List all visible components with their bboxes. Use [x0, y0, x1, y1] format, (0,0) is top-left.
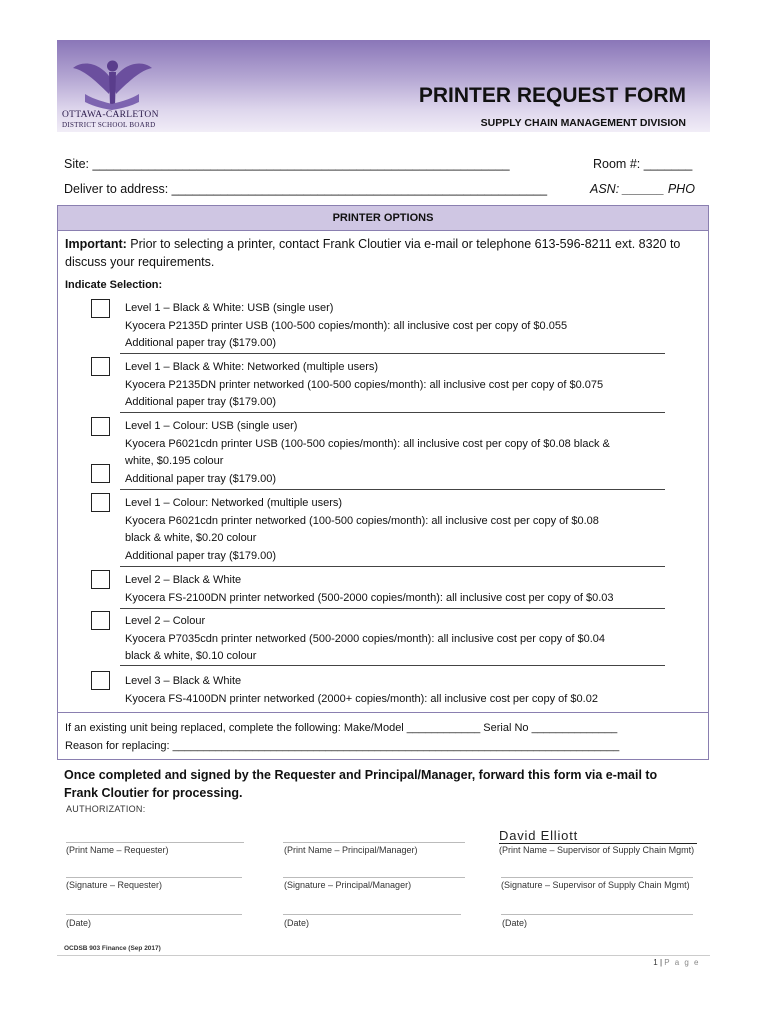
date-requester-line[interactable]: [66, 914, 242, 915]
option-divider: [120, 412, 665, 413]
option-level2-colour: [125, 613, 665, 666]
replacement-divider: [58, 712, 708, 713]
option-line: Kyocera P6021cdn printer networked (100-500 copies/month): all inclusive cost per copy of $0.08: [125, 514, 599, 527]
option-divider: [120, 489, 665, 490]
option-level2-bw: [125, 572, 665, 607]
option-divider: [120, 353, 665, 354]
footer-divider: [57, 955, 710, 956]
site-field[interactable]: Site: ____________________________________________________________: [64, 157, 510, 171]
print-name-requester-line[interactable]: [66, 842, 244, 843]
option-line: Kyocera FS-4100DN printer networked (2000+ copies/month): all inclusive cost per copy of $0.02: [125, 692, 598, 705]
option-level1-colour-usb-checkbox[interactable]: [91, 417, 110, 436]
org-name: [62, 110, 159, 130]
option-line: Level 1 – Colour: USB (single user): [125, 420, 298, 432]
print-name-supervisor-label: (Print Name – Supervisor of Supply Chain Mgmt): [499, 845, 695, 855]
asn-field[interactable]: ASN: ______ PHO: [590, 182, 695, 196]
page-number: [653, 958, 700, 967]
org-name-line1: OTTAWA-CARLETON: [62, 110, 159, 120]
important-text: Prior to selecting a printer, contact Frank Cloutier via e-mail or telephone 613-596-8211 ext. 8320 to discuss your requirements.: [65, 237, 681, 269]
print-name-requester-label: (Print Name – Requester): [66, 845, 169, 855]
option-level1-bw-usb: [125, 300, 665, 353]
supervisor-print-name[interactable]: David Elliott: [499, 829, 697, 844]
replacement-make-serial-field[interactable]: If an existing unit being replaced, complete the following: Make/Model ____________ Serial No ______________: [65, 722, 618, 734]
date-supervisor-line[interactable]: [501, 914, 693, 915]
option-line: Level 1 – Black & White: Networked (multiple users): [125, 361, 379, 373]
page-number-value: 1: [653, 958, 658, 967]
option-line: Level 2 – Black & White: [125, 574, 242, 586]
option-level1-colour-usb: [125, 418, 665, 488]
option-line: white, $0.195 colour: [125, 455, 224, 467]
option-divider: [120, 665, 665, 666]
option-line: black & white, $0.10 colour: [125, 650, 257, 662]
option-level2-bw-checkbox[interactable]: [91, 570, 110, 589]
print-name-principal-label: (Print Name – Principal/Manager): [284, 845, 418, 855]
org-name-line2: DISTRICT SCHOOL BOARD: [62, 121, 156, 129]
option-line: Kyocera FS-2100DN printer networked (500-2000 copies/month): all inclusive cost per copy of $0.03: [125, 591, 614, 604]
option-line: Kyocera P2135DN printer networked (100-500 copies/month): all inclusive cost per copy of $0.075: [125, 378, 604, 391]
important-notice: [65, 235, 695, 271]
form-title: PRINTER REQUEST FORM: [418, 84, 686, 107]
indicate-selection-label: Indicate Selection:: [65, 279, 163, 291]
print-name-principal-line[interactable]: [283, 842, 465, 843]
option-divider: [120, 608, 665, 609]
option-line: Level 2 – Colour: [125, 615, 206, 627]
important-label: Important:: [65, 237, 127, 251]
signature-supervisor-line[interactable]: [501, 877, 693, 878]
deliver-address-field[interactable]: Deliver to address: ______________________________________________________: [64, 182, 548, 196]
signature-principal-label: (Signature – Principal/Manager): [284, 880, 412, 890]
signature-requester-label: (Signature – Requester): [66, 880, 163, 890]
date-principal-label: (Date): [284, 918, 310, 928]
printer-options-title: PRINTER OPTIONS: [332, 212, 434, 224]
option-level1-colour-networked-checkbox[interactable]: [91, 493, 110, 512]
date-principal-line[interactable]: [283, 914, 461, 915]
option-line: Additional paper tray ($179.00): [125, 549, 277, 562]
option-line: Kyocera P2135D printer USB (100-500 copies/month): all inclusive cost per copy of $0.055: [125, 319, 568, 332]
option-level2-colour-checkbox[interactable]: [91, 611, 110, 630]
option-level3-bw-checkbox[interactable]: [91, 671, 110, 690]
option-line: Level 1 – Colour: Networked (multiple users): [125, 497, 343, 509]
option-line: Additional paper tray ($179.00): [125, 337, 277, 349]
authorization-title: AUTHORIZATION:: [66, 804, 146, 814]
option-line: Level 3 – Black & White: [125, 675, 242, 687]
option-level1-colour-usb-paper-tray-checkbox[interactable]: [91, 464, 110, 483]
page-word: P a g e: [664, 958, 700, 967]
date-requester-label: (Date): [66, 918, 92, 928]
room-field[interactable]: Room #: _______: [593, 157, 693, 171]
option-line: Level 1 – Black & White: USB (single user): [125, 302, 334, 314]
signature-supervisor-label: (Signature – Supervisor of Supply Chain Mgmt): [501, 880, 690, 890]
option-level1-bw-networked-checkbox[interactable]: [91, 357, 110, 376]
option-level3-bw: [125, 673, 665, 708]
option-level1-bw-networked: [125, 359, 665, 412]
option-level1-bw-usb-checkbox[interactable]: [91, 299, 110, 318]
closing-instruction: Once completed and signed by the Requester and Principal/Manager, forward this form via e-mail to Frank Cloutier for processing.: [64, 768, 658, 800]
signature-requester-line[interactable]: [66, 877, 242, 878]
signature-principal-line[interactable]: [283, 877, 465, 878]
option-line: Additional paper tray ($179.00): [125, 396, 277, 408]
option-line: Kyocera P7035cdn printer networked (500-2000 copies/month): all inclusive cost per copy of $0.04: [125, 632, 605, 645]
form-subtitle: SUPPLY CHAIN MANAGEMENT DIVISION: [480, 117, 686, 129]
replacement-reason-field[interactable]: Reason for replacing: _________________________________________________________________________: [65, 740, 620, 752]
option-line: Additional paper tray ($179.00): [125, 472, 277, 485]
option-level1-colour-networked: [125, 495, 665, 565]
date-supervisor-label: (Date): [502, 918, 528, 928]
page-number-separator: |: [659, 958, 663, 967]
form-code: OCDSB 903 Finance (Sep 2017): [64, 945, 161, 952]
option-divider: [120, 566, 665, 567]
option-line: black & white, $0.20 colour: [125, 532, 257, 544]
option-line: Kyocera P6021cdn printer USB (100-500 copies/month): all inclusive cost per copy of $0.08 black &: [125, 437, 610, 450]
